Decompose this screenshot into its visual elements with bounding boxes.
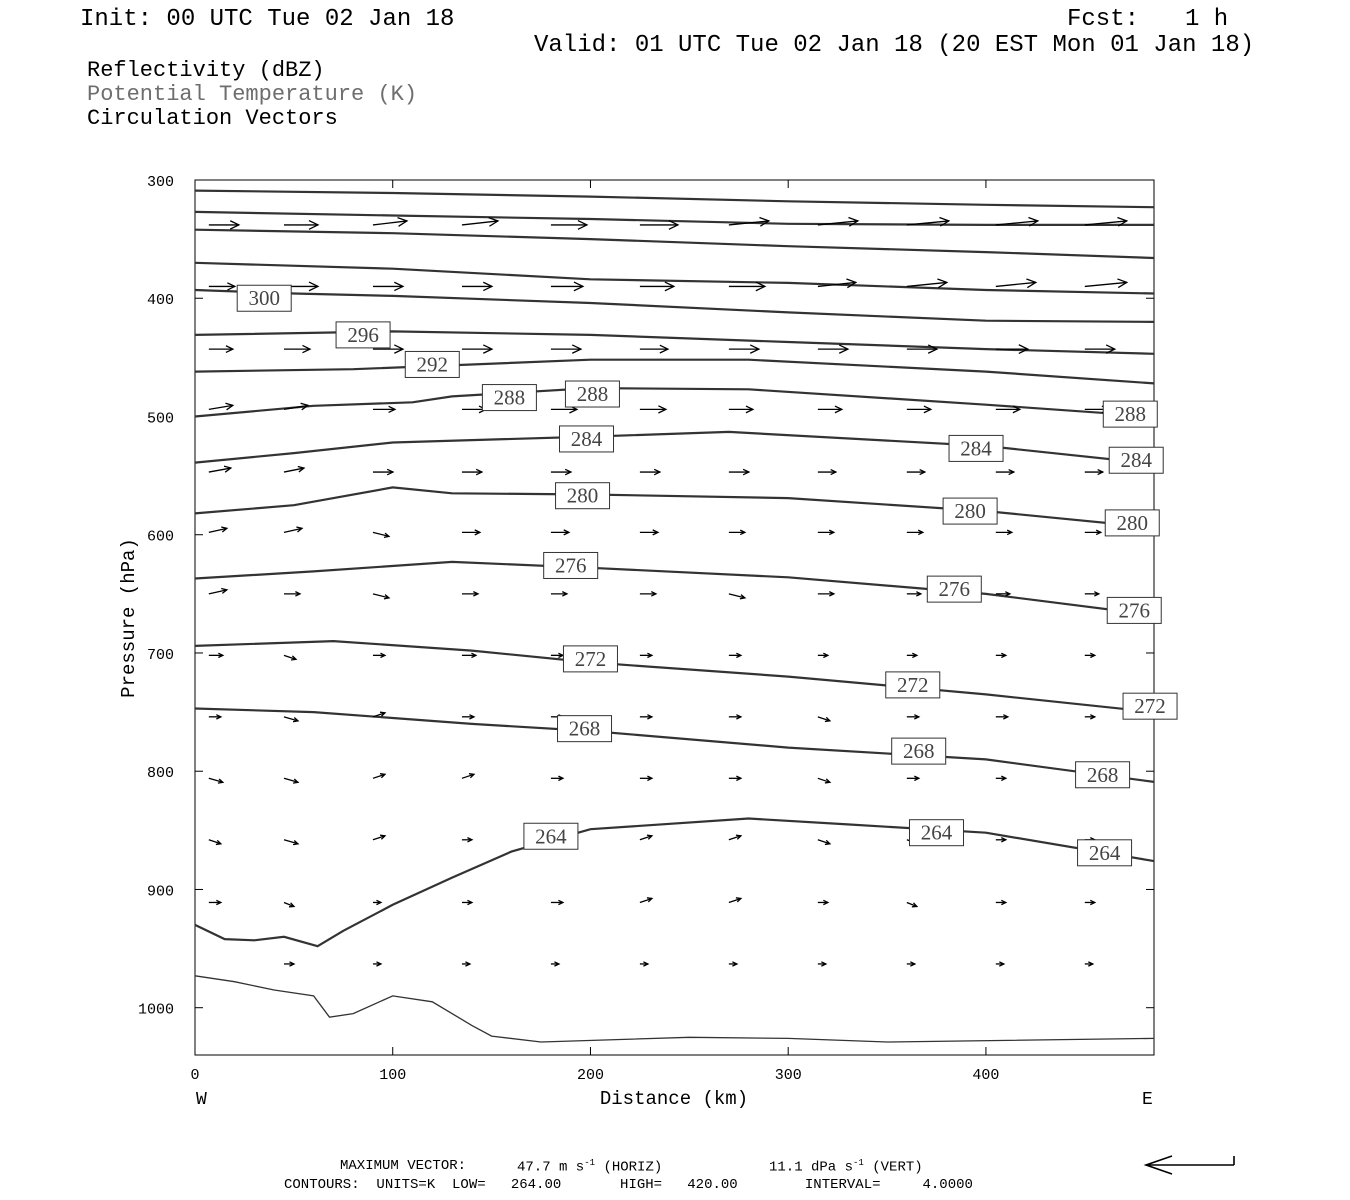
circulation-vector [284,221,318,230]
circulation-vector [996,530,1012,534]
max-vector-label: MAXIMUM VECTOR: [340,1158,467,1174]
circulation-vector [729,898,741,903]
circulation-vector [907,962,915,966]
circulation-vector [907,279,947,288]
circulation-vector [640,469,660,475]
forecast-label: Fcst: [1067,6,1140,33]
contour-label [558,716,612,742]
circulation-vector [373,218,407,227]
circulation-vector [640,776,652,780]
contour-272 [195,641,1154,712]
y-tick-label: 900 [146,883,174,901]
circulation-vector [729,469,749,475]
x-tick-label: 400 [972,1067,1000,1084]
circulation-vector [1085,653,1095,657]
circulation-vector [996,776,1006,780]
circulation-vector [729,835,741,840]
reference-vector-icon [1146,1156,1234,1174]
x-tick-label: 0 [190,1067,200,1084]
svg-text:296: 296 [347,322,379,347]
circulation-vector [373,469,393,475]
contour-label [1123,693,1177,719]
svg-text:268: 268 [568,716,601,741]
circulation-vector [818,345,848,353]
field-reflectivity: Reflectivity (dBZ) [87,58,325,83]
circulation-vector [209,840,221,845]
vert-exponent: -1 [853,1158,864,1168]
svg-text:280: 280 [954,499,986,524]
circulation-vector [551,530,569,535]
circulation-vector [209,900,221,904]
circulation-vector [209,466,231,472]
circulation-vector [729,406,753,413]
circulation-vector [729,345,759,353]
circulation-vector [284,466,304,472]
x-axis-title: Distance (km) [599,1088,749,1110]
svg-text:288: 288 [493,385,526,410]
circulation-vector [551,962,559,966]
circulation-vector [996,470,1014,475]
circulation-vector [551,653,563,657]
contour-300 [195,263,1154,294]
contour-unlabeled [195,290,1154,322]
circulation-vector [907,653,917,657]
circulation-vector [462,653,476,657]
circulation-vector [1085,470,1103,475]
circulation-vector [209,589,227,594]
east-label: E [1142,1090,1153,1110]
circulation-vector [818,717,830,722]
circulation-vector [373,282,403,290]
contour-ground [195,976,1154,1042]
circulation-vector [1085,900,1095,904]
circulation-vector [640,835,652,840]
contour-label [405,351,459,377]
circulation-vector [818,653,828,657]
circulation-vector [1085,592,1099,596]
circulation-vector [551,469,571,475]
circulation-vector [551,345,581,353]
circulation-vector [640,221,678,230]
circulation-vector [729,282,765,291]
west-label: W [196,1090,207,1110]
circulation-vector [551,592,567,596]
contour-label [949,435,1003,461]
circulation-vector [640,653,652,657]
circulation-vector [373,594,389,599]
contour-label [336,322,390,348]
circulation-vector [209,653,223,657]
contour-label [556,483,610,509]
circulation-vector [284,778,298,783]
circulation-vector [640,345,668,353]
circulation-vector [818,406,842,413]
contour-label [909,820,963,846]
contour-label [565,381,619,407]
svg-text:300: 300 [248,286,280,311]
circulation-vector [551,221,587,230]
contour-info: CONTOURS: UNITS=K LOW= 264.00 HIGH= 420.00 INTERVAL= 4.0000 [284,1177,973,1193]
circulation-vector [284,962,294,966]
circulation-vector [373,835,385,840]
contour-label [524,823,578,849]
circulation-vector [818,840,830,845]
circulation-vector [551,900,563,904]
y-tick-label: 700 [146,646,174,664]
circulation-vector [818,470,836,475]
field-circulation-vectors: Circulation Vectors [87,106,338,131]
circulation-vector [996,279,1036,288]
circulation-vector [729,715,741,719]
contour-284 [195,432,1154,464]
circulation-vector [818,592,834,596]
circulation-vector [1085,279,1127,288]
contour-label [544,552,598,578]
svg-text:264: 264 [920,820,953,845]
circulation-vector [640,715,652,719]
circulation-vector [907,715,919,719]
max-vector-horiz [517,1159,662,1175]
contour-268 [195,709,1154,782]
circulation-vector [729,653,741,657]
init-time: Init: 00 UTC Tue 02 Jan 18 [80,6,455,33]
contour-label [482,385,536,411]
circulation-vector [373,653,385,657]
y-tick-label: 800 [146,765,174,783]
circulation-vector [209,403,233,410]
circulation-vector [907,776,919,780]
svg-text:276: 276 [1118,598,1150,623]
circulation-vector [284,345,310,352]
circulation-vector [373,962,381,966]
circulation-vector [373,900,381,904]
circulation-vector [729,776,741,780]
contour-label [886,672,940,698]
contour-label [1107,597,1161,623]
circulation-vector [462,345,492,353]
svg-text:276: 276 [938,577,971,602]
contour-label [892,738,946,764]
y-tick-label: 500 [146,410,174,428]
circulation-vector [284,527,302,532]
circulation-vector [284,655,296,660]
circulation-vector [462,592,478,596]
contour-label [1103,401,1157,427]
circulation-vector [640,962,648,966]
circulation-vector [209,715,221,719]
circulation-vector [640,530,658,535]
y-tick-label: 400 [146,292,174,310]
svg-text:272: 272 [574,646,607,671]
circulation-vector [729,530,745,534]
circulation-vector [284,717,298,722]
circulation-vector [209,346,233,353]
circulation-vector [640,898,652,903]
contour-292 [195,360,1154,384]
circulation-vector [462,774,474,779]
circulation-vector [462,530,480,535]
x-tick-label: 100 [379,1067,407,1084]
circulation-vector [818,530,834,534]
contour-label [1076,762,1130,788]
circulation-vector [551,776,563,780]
contour-label [943,498,997,524]
y-tick-label: 300 [146,174,174,191]
contour-label [927,576,981,602]
contour-label [1078,840,1132,866]
circulation-vector [640,282,674,291]
y-axis-title: Pressure (hPa) [118,538,140,698]
circulation-vector [729,594,745,599]
circulation-vector [284,840,298,845]
max-vector-vert-value: 11.1 dPa s [769,1159,854,1176]
svg-text:280: 280 [566,483,599,508]
contour-276 [195,562,1154,615]
circulation-vector [996,653,1006,657]
plot-frame [195,180,1154,1055]
svg-text:284: 284 [1120,448,1152,473]
contour-label [1105,510,1159,536]
x-tick-label: 300 [774,1067,802,1084]
circulation-vector [818,778,830,783]
circulation-vector [373,532,389,537]
circulation-vector [209,527,227,532]
max-vector-horiz-value: 47.7 m s [517,1159,585,1176]
circulation-vector [462,715,474,719]
circulation-vector [996,715,1008,719]
circulation-vector [284,902,294,906]
circulation-vector [209,221,239,229]
circulation-vector [462,962,470,966]
svg-text:272: 272 [897,672,929,697]
svg-text:280: 280 [1116,510,1148,535]
circulation-vector [209,778,223,783]
svg-text:284: 284 [570,426,603,451]
circulation-vector [462,282,492,290]
x-tick-label: 200 [576,1067,604,1084]
circulation-vector [907,592,921,596]
horiz-tag: (HORIZ) [603,1159,663,1176]
forecast-hour: 1 h [1185,6,1229,33]
circulation-vector [640,406,666,413]
circulation-vector [1085,962,1093,966]
circulation-vector [373,774,385,779]
vert-tag: (VERT) [872,1159,923,1176]
contour-label [560,426,614,452]
circulation-vector [818,962,826,966]
max-vector-vert [769,1159,923,1175]
contour-312 [195,191,1154,208]
circulation-vector [907,470,925,475]
circulation-vector [640,592,656,596]
svg-text:288: 288 [576,382,609,407]
contour-288 [195,385,1154,416]
circulation-vector [907,902,917,906]
circulation-vector [1085,715,1095,719]
circulation-vector [907,530,923,534]
contour-label [1109,447,1163,473]
svg-text:272: 272 [1134,694,1166,719]
circulation-vector [996,345,1028,354]
circulation-vector [462,838,472,842]
contour-label [563,646,617,672]
circulation-vector [996,838,1006,842]
contour-label [237,285,291,311]
circulation-vector [907,406,931,413]
y-tick-label: 1000 [137,1001,174,1019]
circulation-vector [729,962,737,966]
svg-text:284: 284 [960,436,992,461]
circulation-vector [462,900,472,904]
horiz-exponent: -1 [584,1158,596,1168]
field-potential-temperature: Potential Temperature (K) [87,82,418,107]
svg-text:264: 264 [535,824,567,849]
y-tick-label: 600 [146,528,174,546]
svg-text:268: 268 [902,739,935,764]
contour-304 [195,230,1154,258]
svg-text:276: 276 [554,553,587,578]
circulation-vector [996,900,1006,904]
circulation-vector [818,900,828,904]
contour-280 [195,487,1154,527]
circulation-vector [996,962,1004,966]
circulation-vector [209,283,235,290]
svg-text:268: 268 [1086,762,1119,787]
circulation-vector [462,218,498,227]
circulation-vector [551,282,583,291]
contour-264 [195,819,1154,947]
svg-text:288: 288 [1114,402,1147,427]
valid-time: Valid: 01 UTC Tue 02 Jan 18 (20 EST Mon 01 Jan 18) [534,32,1255,59]
circulation-vector [284,592,300,596]
circulation-vector [462,469,482,475]
svg-text:292: 292 [416,352,449,377]
circulation-vector [1085,530,1101,534]
svg-text:264: 264 [1088,840,1121,865]
circulation-vector [373,406,395,412]
